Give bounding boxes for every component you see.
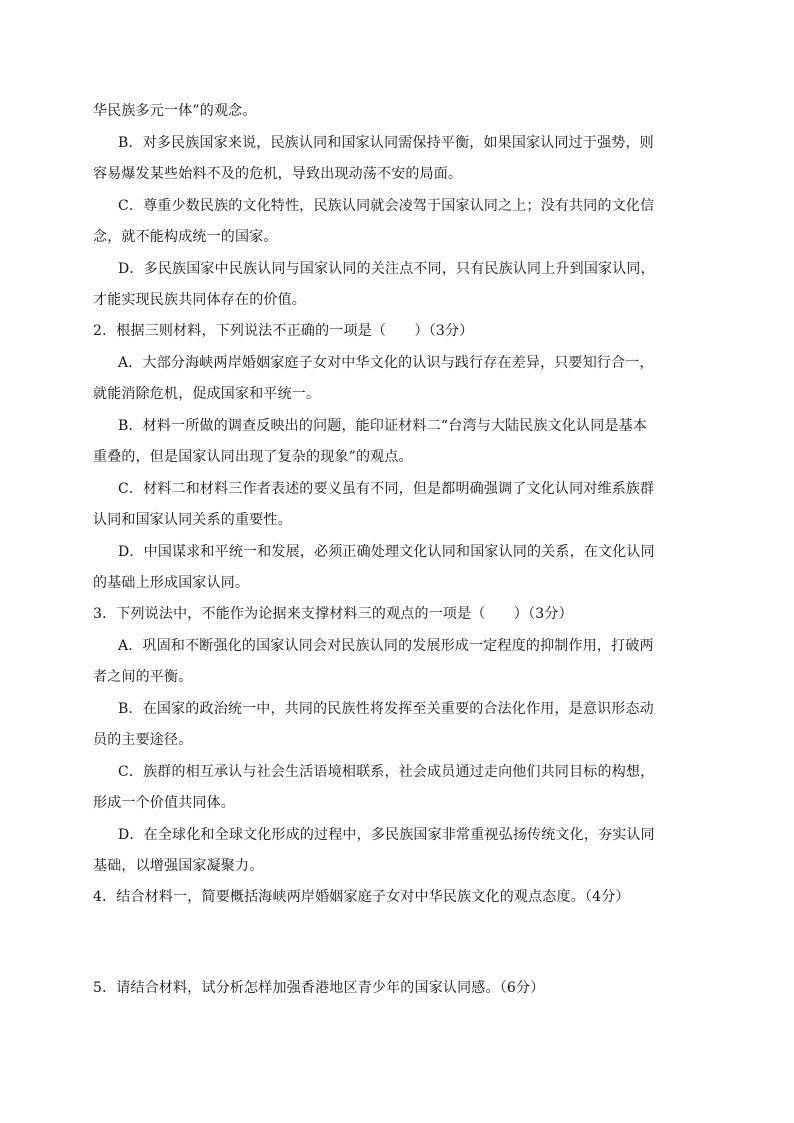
text-line: 重叠的，但是国家认同出现了复杂的现象”的观点。: [93, 449, 413, 465]
option-b-line: B．材料一所做的调查反映出的问题，能印证材料二“台湾与大陆民族文化认同是基本: [118, 418, 648, 434]
question-4: 4．结合材料一，简要概括海峡两岸婚姻家庭子女对中华民族文化的观点态度。（4分）: [93, 889, 630, 905]
option-c-line: C．尊重少数民族的文化特性，民族认同就会凌驾于国家认同之上；没有共同的文化信: [118, 198, 655, 214]
text-line: 认同和国家认同关系的重要性。: [93, 512, 292, 528]
question-3: 3．下列说法中，不能作为论据来支撑材料三的观点的一项是（ ）（3分）: [93, 606, 573, 622]
option-a-line: A．大部分海峡两岸婚姻家庭子女对中华文化的认识与践行存在差异，只要知行合一，: [118, 355, 654, 371]
option-a-line: A．巩固和不断强化的国家认同会对民族认同的发展形成一定程度的抑制作用，打破两: [118, 638, 654, 654]
option-d-line: D．中国谋求和平统一和发展，必须正确处理文化认同和国家认同的关系，在文化认同: [118, 544, 655, 560]
option-b-line: B．对多民族国家来说，民族认同和国家认同需保持平衡，如果国家认同过于强势，则: [118, 135, 654, 151]
text-line: 形成一个价值共同体。: [93, 795, 235, 811]
option-d-line: D．在全球化和全球文化形成的过程中，多民族国家非常重视弘扬传统文化，夯实认同: [118, 827, 655, 843]
text-line: 员的主要途径。: [93, 732, 193, 748]
text-line: 的基础上形成国家认同。: [93, 575, 250, 591]
text-line: 念，就不能构成统一的国家。: [93, 229, 278, 245]
text-line: 容易爆发某些始料不及的危机，导致出现动荡不安的局面。: [93, 166, 463, 182]
option-b-line: B．在国家的政治统一中，共同的民族性将发挥至关重要的合法化作用，是意识形态动: [118, 701, 654, 717]
text-line: 基础，以增强国家凝聚力。: [93, 858, 264, 874]
text-line: 才能实现民族共同体存在的价值。: [93, 292, 306, 308]
option-c-line: C．族群的相互承认与社会生活语境相联系，社会成员通过走向他们共同目标的构想，: [118, 764, 655, 780]
question-5: 5．请结合材料，试分析怎样加强香港地区青少年的国家认同感。（6分）: [93, 980, 545, 996]
question-2: 2．根据三则材料，下列说法不正确的一项是（ ）（3分）: [93, 323, 474, 339]
text-line: 者之间的平衡。: [93, 669, 193, 685]
text-line: 就能消除危机，促成国家和平统一。: [93, 386, 321, 402]
text-line: 华民族多元一体”的观念。: [93, 103, 257, 119]
option-c-line: C．材料二和材料三作者表述的要义虽有不同，但是都明确强调了文化认同对维系族群: [118, 481, 655, 497]
option-d-line: D．多民族国家中民族认同与国家认同的关注点不同，只有民族认同上升到国家认同，: [118, 261, 655, 277]
